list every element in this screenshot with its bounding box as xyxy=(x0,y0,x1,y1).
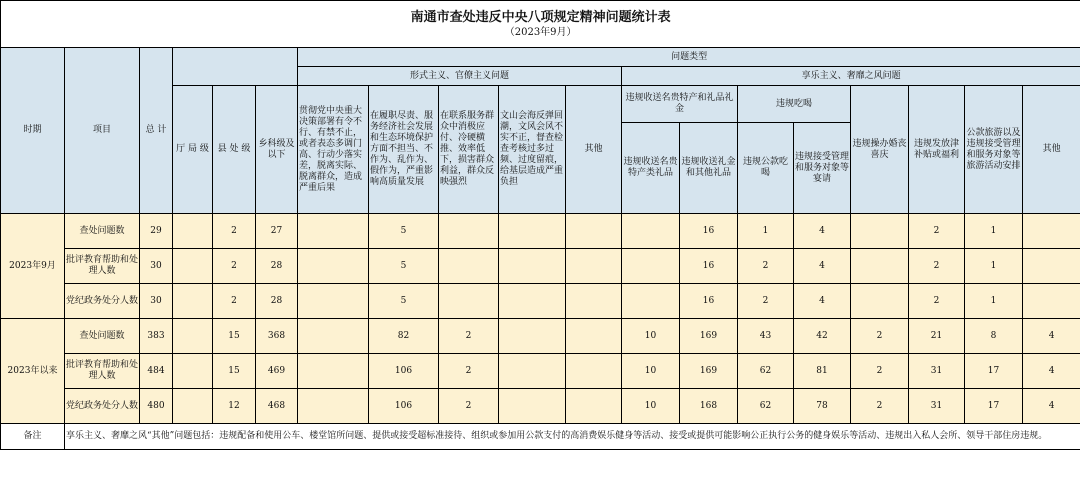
header-level-ting: 厅 局 级 xyxy=(173,86,213,214)
value-cell xyxy=(173,389,213,424)
value-cell xyxy=(173,214,213,249)
total-cell: 484 xyxy=(140,354,173,389)
value-cell xyxy=(173,284,213,319)
header-gift-money: 违规收送礼金和其他礼品 xyxy=(680,123,738,214)
value-cell xyxy=(298,284,369,319)
value-cell: 2 xyxy=(909,284,965,319)
value-cell xyxy=(499,284,566,319)
header-formalism-4: 文山会海反弹回潮，文风会风不实不正，督查检查考核过多过频、过度留痕，给基层造成严重负担 xyxy=(499,86,566,214)
value-cell: 21 xyxy=(909,319,965,354)
header-formalism-1: 贯彻党中央重大决策部署有令不行、有禁不止，或者表态多调门高、行动少落实差，脱离实际、脱离群众，造成严重后果 xyxy=(298,86,369,214)
value-cell xyxy=(566,319,622,354)
header-period: 时期 xyxy=(1,48,65,214)
value-cell: 42 xyxy=(794,319,851,354)
value-cell xyxy=(1023,249,1080,284)
value-cell: 2 xyxy=(851,319,909,354)
value-cell: 28 xyxy=(256,284,298,319)
value-cell: 2 xyxy=(213,214,256,249)
value-cell: 2 xyxy=(738,284,794,319)
value-cell xyxy=(298,214,369,249)
value-cell: 1 xyxy=(965,284,1023,319)
value-cell: 169 xyxy=(680,319,738,354)
value-cell: 4 xyxy=(1023,354,1080,389)
value-cell xyxy=(298,389,369,424)
value-cell: 8 xyxy=(965,319,1023,354)
value-cell: 15 xyxy=(213,354,256,389)
value-cell: 2 xyxy=(439,354,499,389)
total-cell: 383 xyxy=(140,319,173,354)
header-travel: 公款旅游以及违规接受管理和服务对象等旅游活动安排 xyxy=(965,86,1023,214)
header-level-xian: 县 处 级 xyxy=(213,86,256,214)
value-cell: 10 xyxy=(622,354,680,389)
total-cell: 30 xyxy=(140,249,173,284)
value-cell: 469 xyxy=(256,354,298,389)
value-cell: 16 xyxy=(680,249,738,284)
value-cell xyxy=(851,249,909,284)
value-cell: 468 xyxy=(256,389,298,424)
header-meal-public: 违规公款吃喝 xyxy=(738,123,794,214)
value-cell xyxy=(851,284,909,319)
value-cell: 10 xyxy=(622,319,680,354)
table-row xyxy=(1,319,1080,354)
value-cell: 27 xyxy=(256,214,298,249)
total-cell: 30 xyxy=(140,284,173,319)
header-gift: 违规收送名贵特产和礼品礼金 xyxy=(622,86,738,123)
value-cell xyxy=(566,249,622,284)
value-cell xyxy=(499,354,566,389)
total-cell: 480 xyxy=(140,389,173,424)
value-cell xyxy=(622,249,680,284)
value-cell: 168 xyxy=(680,389,738,424)
value-cell: 106 xyxy=(369,354,439,389)
value-cell: 169 xyxy=(680,354,738,389)
value-cell: 2 xyxy=(213,249,256,284)
page-title: 南通市查处违反中央八项规定精神问题统计表 xyxy=(410,9,671,25)
value-cell: 5 xyxy=(369,214,439,249)
value-cell: 5 xyxy=(369,249,439,284)
header-wedding: 违规操办婚丧喜庆 xyxy=(851,86,909,214)
table-row xyxy=(1,214,1080,249)
header-formalism-3: 在联系服务群众中消极应付、冷硬横推、效率低下，损害群众利益，群众反映强烈 xyxy=(439,86,499,214)
header-meal: 违规吃喝 xyxy=(738,86,851,123)
value-cell: 31 xyxy=(909,354,965,389)
value-cell xyxy=(499,319,566,354)
value-cell: 62 xyxy=(738,354,794,389)
value-cell: 62 xyxy=(738,389,794,424)
value-cell xyxy=(173,249,213,284)
header-item: 项目 xyxy=(65,48,140,214)
value-cell: 4 xyxy=(794,249,851,284)
value-cell xyxy=(439,249,499,284)
value-cell xyxy=(499,214,566,249)
remark-text: 享乐主义、奢靡之风“其他”问题包括：违规配备和使用公车、楼堂馆所问题、提供或接受超标准接待、组织或参加用公款支付的高消费娱乐健身等活动、接受或提供可能影响公正执行公务的健身娱乐等活动、违规出入私人会所、领导干部住房违规。 xyxy=(65,424,1080,450)
value-cell xyxy=(439,284,499,319)
value-cell: 2 xyxy=(439,319,499,354)
value-cell xyxy=(173,319,213,354)
period-cell: 2023年以来 xyxy=(1,319,65,424)
remark-label: 备注 xyxy=(1,424,65,450)
value-cell: 2 xyxy=(909,249,965,284)
value-cell: 15 xyxy=(213,319,256,354)
table-row xyxy=(1,354,1080,389)
value-cell: 16 xyxy=(680,284,738,319)
value-cell: 17 xyxy=(965,389,1023,424)
value-cell: 4 xyxy=(1023,389,1080,424)
header-meal-banquet: 违规接受管理和服务对象等宴请 xyxy=(794,123,851,214)
item-cell: 批评教育帮助和处理人数 xyxy=(65,354,140,389)
value-cell xyxy=(851,214,909,249)
value-cell: 4 xyxy=(1023,319,1080,354)
period-cell: 2023年9月 xyxy=(1,214,65,319)
table-row xyxy=(1,389,1080,424)
header-blank xyxy=(173,48,298,86)
value-cell: 5 xyxy=(369,284,439,319)
value-cell: 1 xyxy=(965,214,1023,249)
value-cell xyxy=(1023,284,1080,319)
table-row xyxy=(1,284,1080,319)
value-cell: 2 xyxy=(213,284,256,319)
header-subsidy: 违规发放津补贴或福利 xyxy=(909,86,965,214)
page-subtitle: （2023年9月） xyxy=(504,26,577,38)
value-cell: 2 xyxy=(851,354,909,389)
item-cell: 查处问题数 xyxy=(65,319,140,354)
header-total: 总 计 xyxy=(140,48,173,214)
value-cell: 17 xyxy=(965,354,1023,389)
value-cell xyxy=(1023,214,1080,249)
table-row xyxy=(1,249,1080,284)
header-formalism-2: 在履职尽责、服务经济社会发展和生态环境保护方面不担当、不作为、乱作为、假作为，严重影响高质量发展 xyxy=(369,86,439,214)
header-formalism-other: 其他 xyxy=(566,86,622,214)
value-cell xyxy=(298,354,369,389)
value-cell: 2 xyxy=(909,214,965,249)
value-cell: 43 xyxy=(738,319,794,354)
value-cell: 106 xyxy=(369,389,439,424)
value-cell: 12 xyxy=(213,389,256,424)
value-cell xyxy=(499,389,566,424)
value-cell: 1 xyxy=(965,249,1023,284)
value-cell xyxy=(566,389,622,424)
header-formalism: 形式主义、官僚主义问题 xyxy=(298,67,622,86)
item-cell: 党纪政务处分人数 xyxy=(65,389,140,424)
value-cell: 1 xyxy=(738,214,794,249)
value-cell xyxy=(566,354,622,389)
value-cell: 2 xyxy=(851,389,909,424)
header-hedonism: 享乐主义、奢靡之风问题 xyxy=(622,67,1080,86)
value-cell: 78 xyxy=(794,389,851,424)
header-hedonism-other: 其他 xyxy=(1023,86,1080,214)
value-cell: 4 xyxy=(794,214,851,249)
value-cell xyxy=(439,214,499,249)
value-cell xyxy=(566,284,622,319)
item-cell: 批评教育帮助和处理人数 xyxy=(65,249,140,284)
value-cell xyxy=(622,214,680,249)
value-cell: 82 xyxy=(369,319,439,354)
value-cell: 2 xyxy=(738,249,794,284)
item-cell: 党纪政务处分人数 xyxy=(65,284,140,319)
value-cell: 4 xyxy=(794,284,851,319)
total-cell: 29 xyxy=(140,214,173,249)
value-cell: 10 xyxy=(622,389,680,424)
table-title-cell xyxy=(1,1,1080,48)
value-cell: 2 xyxy=(439,389,499,424)
value-cell xyxy=(499,249,566,284)
value-cell: 368 xyxy=(256,319,298,354)
value-cell xyxy=(622,284,680,319)
item-cell: 查处问题数 xyxy=(65,214,140,249)
value-cell: 81 xyxy=(794,354,851,389)
value-cell: 31 xyxy=(909,389,965,424)
header-problem-type: 问题类型 xyxy=(298,48,1080,67)
header-gift-specialty: 违规收送名贵特产类礼品 xyxy=(622,123,680,214)
value-cell xyxy=(173,354,213,389)
value-cell: 16 xyxy=(680,214,738,249)
value-cell xyxy=(298,319,369,354)
value-cell xyxy=(566,214,622,249)
value-cell xyxy=(298,249,369,284)
value-cell: 28 xyxy=(256,249,298,284)
header-level-xiang: 乡科级及以下 xyxy=(256,86,298,214)
